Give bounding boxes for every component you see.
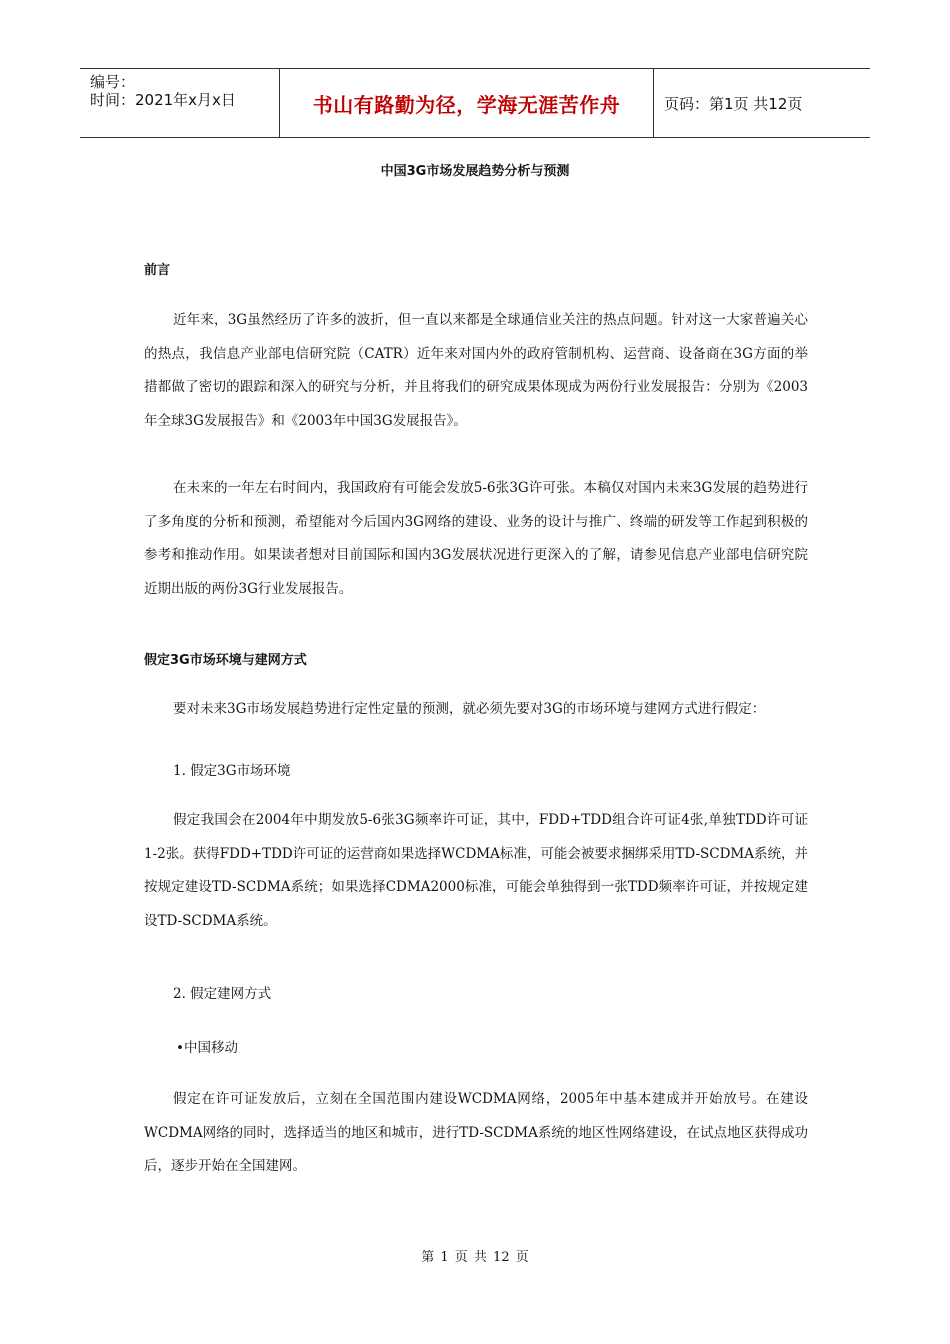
time-label: 时间：2021年x月x日 — [90, 91, 236, 109]
china-mobile-paragraph: 假定在许可证发放后，立刻在全国范围内建设WCDMA网络，2005年中基本建成并开始放号。在建设WCDMA网络的同时，选择适当的地区和城市，进行TD-SCDMA系统的地区性网络建设，在试点地区获得成功后，逐步开始在全国建网。 — [144, 1091, 808, 1174]
preface-paragraph-1: 近年来，3G虽然经历了许多的波折，但一直以来都是全球通信业关注的热点问题。针对这一大家普遍关心的热点，我信息产业部电信研究院（CATR）近年来对国内外的政府管制机构、运营商、设备商在3G方面的举措都做了密切的跟踪和深入的研究与分析，并且将我们的研究成果体现成为两份行业发展报告：分别为《2003年全球3G发展报告》和《2003年中国3G发展报告》。 — [144, 312, 808, 429]
market-assumption-paragraph: 假定我国会在2004年中期发放5-6张3G频率许可证，其中，FDD+TDD组合许可证4张,单独TDD许可证1-2张。获得FDD+TDD许可证的运营商如果选择WCDMA标准，可能会被要求捆绑采用TD-SCDMA系统，并按规定建设TD-SCDMA系统；如果选择CDMA2000标准，可能会单独得到一张TDD频率许可证，并按规定建设TD-SCDMA系统。 — [144, 812, 808, 929]
number-label: 编号： — [90, 73, 136, 91]
header-right-cell — [654, 69, 870, 137]
bullet-china-mobile: •中国移动 — [176, 1040, 238, 1056]
list-item-2: 2. 假定建网方式 — [173, 986, 272, 1002]
list-item-1: 1. 假定3G市场环境 — [173, 763, 291, 779]
page-info: 页码：第1页 共12页 — [664, 94, 803, 113]
document-title: 中国3G市场发展趋势分析与预测 — [380, 164, 570, 179]
preface-paragraph-2: 在未来的一年左右时间内，我国政府有可能会发放5-6张3G许可张。本稿仅对国内未来3G发展的趋势进行了多角度的分析和预测，希望能对今后国内3G网络的建设、业务的设计与推广、终端的研发等工作起到积极的参考和推动作用。如果读者想对目前国际和国内3G发展状况进行更深入的了解，请参见信息产业部电信研究院近期出版的两份3G行业发展报告。 — [144, 480, 808, 597]
section-heading-preface: 前言 — [144, 263, 171, 278]
assumptions-intro: 要对未来3G市场发展趋势进行定性定量的预测，就必须先要对3G的市场环境与建网方式进行假定： — [173, 701, 766, 717]
section-heading-assumptions: 假定3G市场环境与建网方式 — [144, 653, 307, 668]
page-footer: 第 1 页 共 12 页 — [421, 1250, 529, 1265]
header-left-cell — [80, 69, 280, 137]
header-table — [80, 68, 870, 138]
header-mid-cell — [280, 69, 654, 137]
motto-text: 书山有路勤为径，学海无涯苦作舟 — [312, 92, 621, 117]
